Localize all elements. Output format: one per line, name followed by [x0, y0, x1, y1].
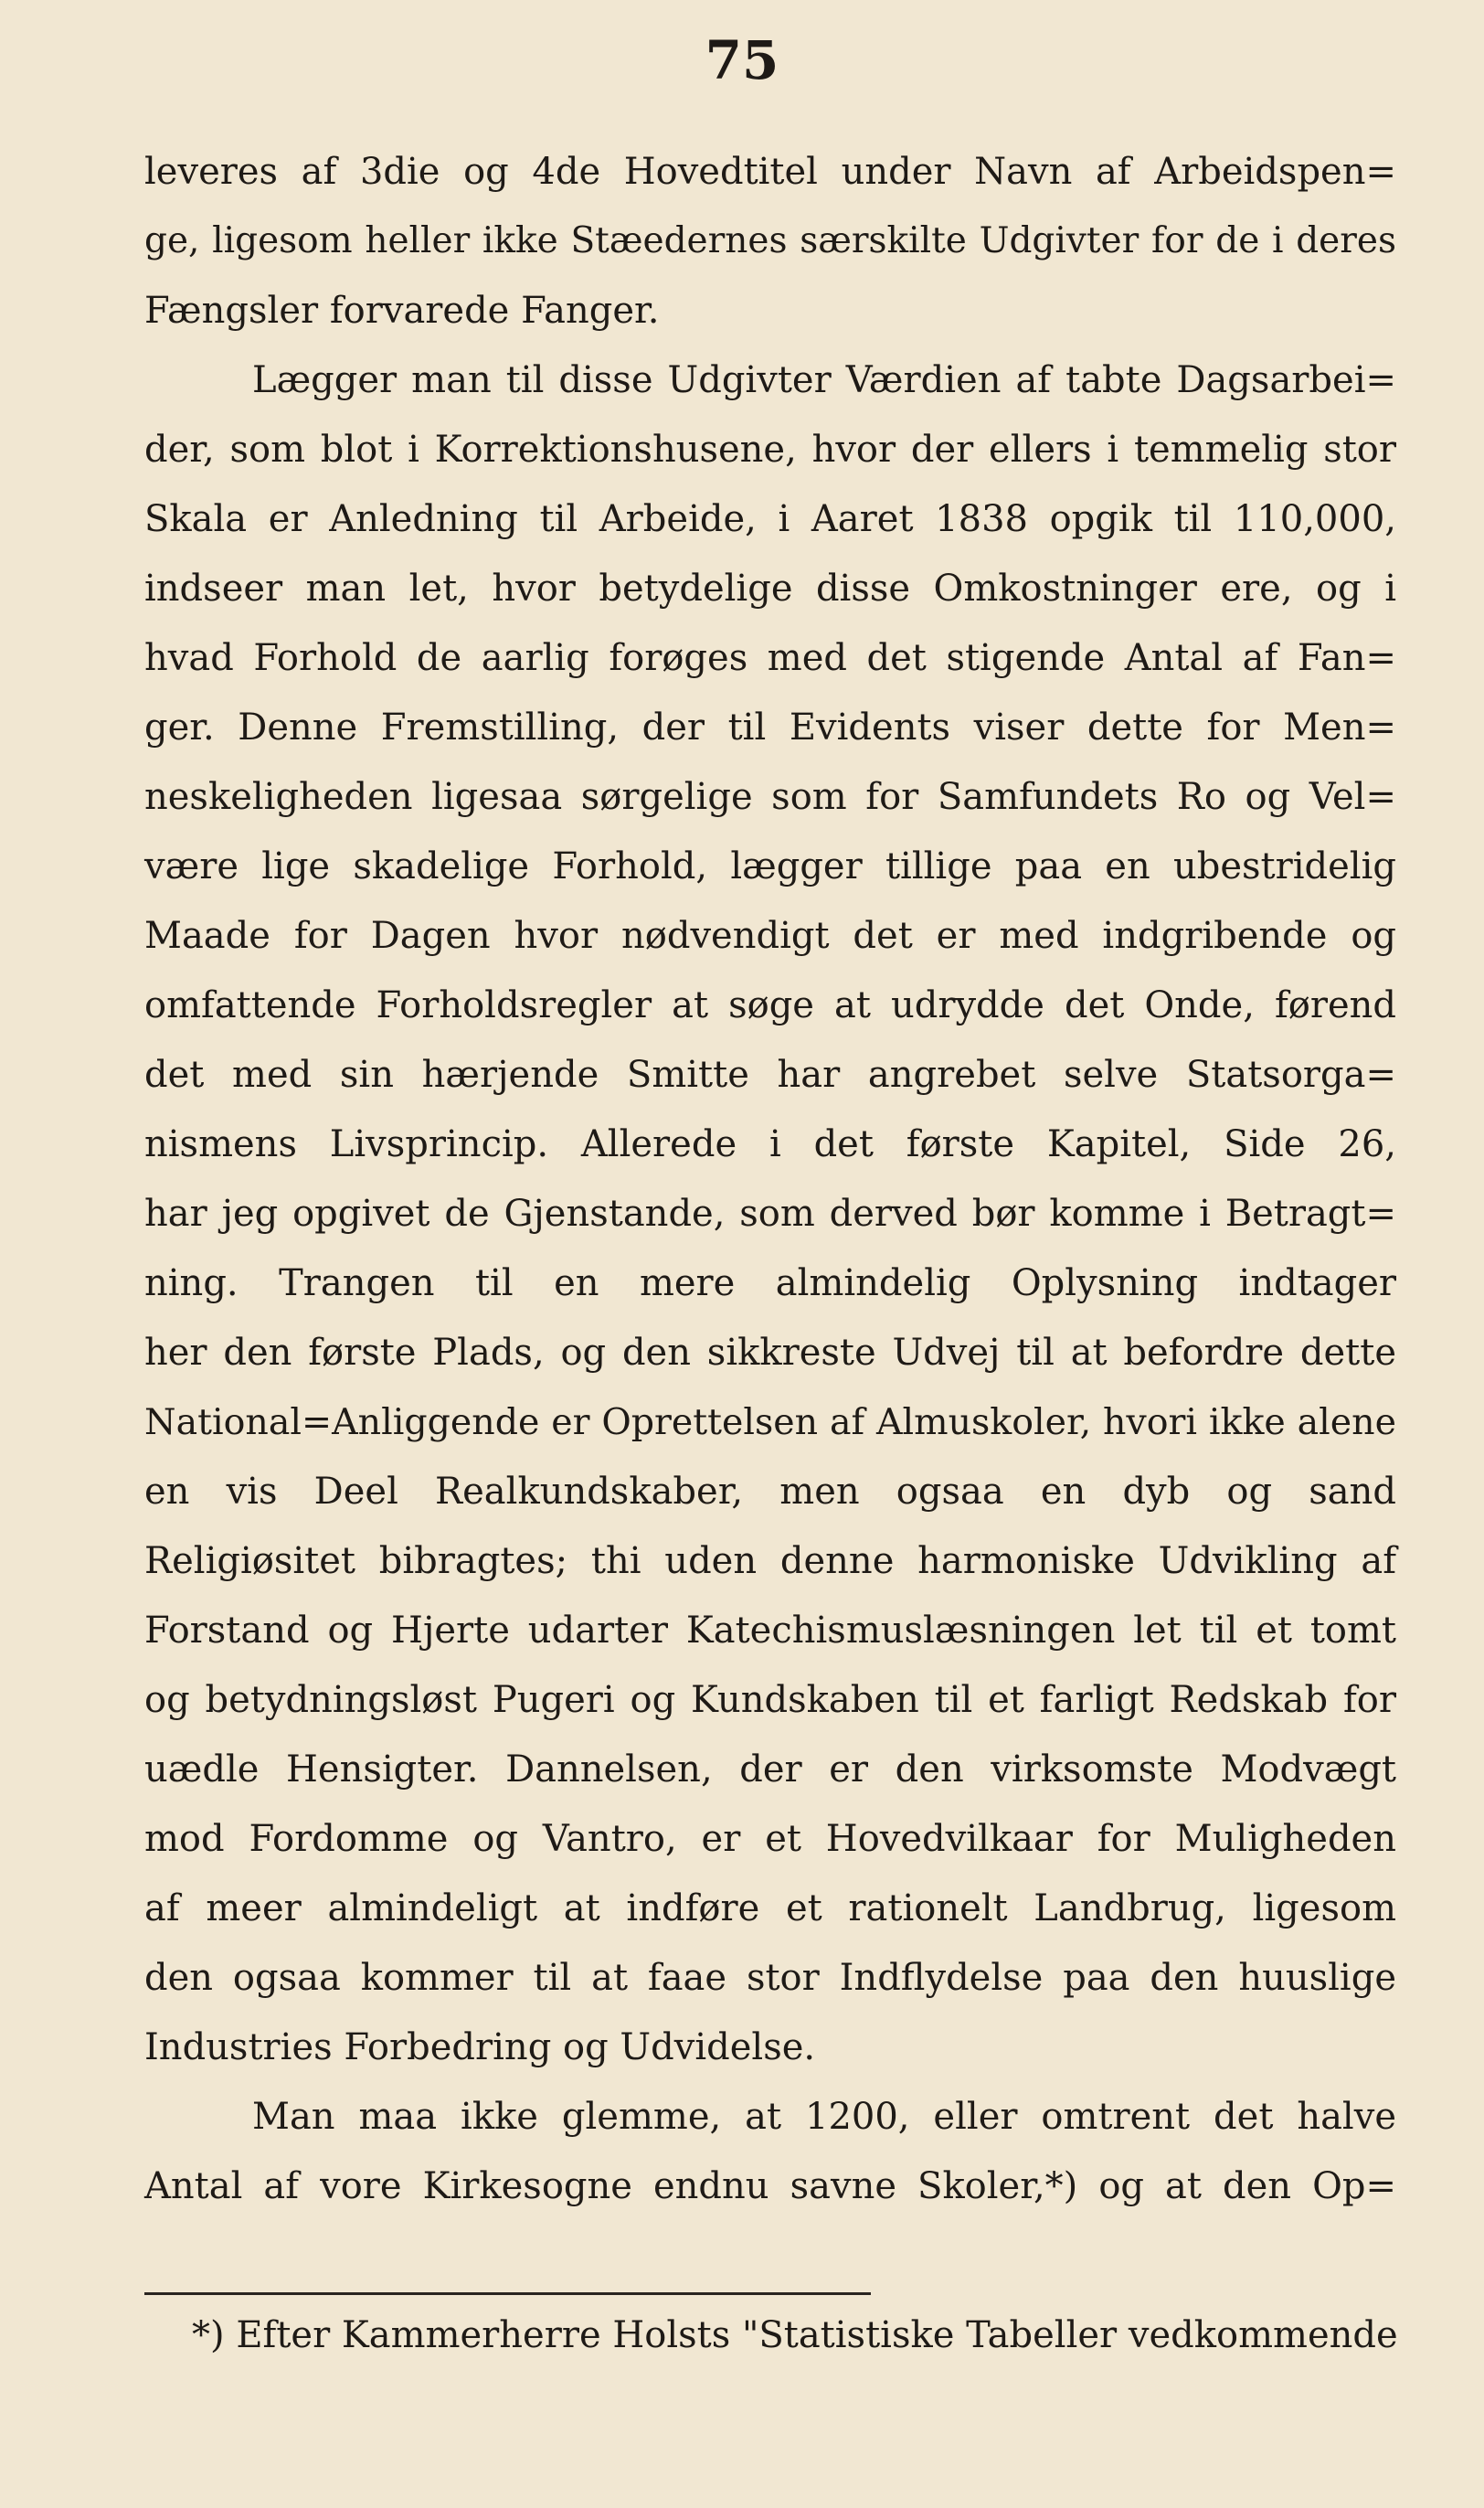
text-line: ger. Denne Fremstilling, der til Evidents viser dette for Men= — [144, 707, 1396, 749]
text-line: leveres af 3die og 4de Hovedtitel under Navn af Arbeidspen= — [144, 151, 1396, 193]
body-text — [144, 137, 1396, 2221]
text-line: National=Anliggende er Oprettelsen af Almuskoler, hvori ikke alene — [144, 1401, 1396, 1443]
text-line: Skala er Anledning til Arbeide, i Aaret 1838 opgik til 110,000, — [144, 498, 1396, 540]
footnote: *) Efter Kammerherre Holsts "Statistiske Tabeller vedkommende — [192, 2314, 1398, 2356]
footnote-rule — [144, 2292, 871, 2295]
text-line: nismens Livsprincip. Allerede i det første Kapitel, Side 26, — [144, 1123, 1396, 1165]
text-line: og betydningsløst Pugeri og Kundskaben til et farligt Redskab for — [144, 1679, 1396, 1721]
text-line: hvad Forhold de aarlig forøges med det stigende Antal af Fan= — [144, 637, 1396, 679]
text-line: Man maa ikke glemme, at 1200, eller omtrent det halve — [252, 2096, 1396, 2138]
text-line: Forstand og Hjerte udarter Katechismuslæsningen let til et tomt — [144, 1610, 1396, 1652]
text-line: en vis Deel Realkundskaber, men ogsaa en dyb og sand — [144, 1471, 1396, 1513]
text-line: den ogsaa kommer til at faae stor Indflydelse paa den huuslige — [144, 1957, 1396, 1999]
text-line: Maade for Dagen hvor nødvendigt det er med indgribende og — [144, 915, 1396, 957]
text-line: indseer man let, hvor betydelige disse Omkostninger ere, og i — [144, 568, 1396, 610]
text-line: Lægger man til disse Udgivter Værdien af tabte Dagsarbei= — [252, 359, 1396, 401]
text-line: Religiøsitet bibragtes; thi uden denne harmoniske Udvikling af — [144, 1540, 1396, 1582]
text-line: ge, ligesom heller ikke Stæedernes særskilte Udgivter for de i deres — [144, 220, 1396, 261]
text-line: Antal af vore Kirkesogne endnu savne Skoler,*) og at den Op= — [144, 2165, 1396, 2207]
text-line: ning. Trangen til en mere almindelig Oplysning indtager — [144, 1262, 1396, 1304]
text-line: har jeg opgivet de Gjenstande, som derved bør komme i Betragt= — [144, 1193, 1396, 1235]
text-line: af meer almindeligt at indføre et rationelt Landbrug, ligesom — [144, 1887, 1396, 1929]
page-number: 75 — [705, 29, 779, 91]
text-line: mod Fordomme og Vantro, er et Hovedvilkaar for Muligheden — [144, 1818, 1396, 1860]
text-line: det med sin hærjende Smitte har angrebet selve Statsorga= — [144, 1054, 1396, 1096]
text-line: neskeligheden ligesaa sørgelige som for Samfundets Ro og Vel= — [144, 776, 1396, 818]
text-line: være lige skadelige Forhold, lægger tillige paa en ubestridelig — [144, 845, 1396, 887]
text-line: uædle Hensigter. Dannelsen, der er den virksomste Modvægt — [144, 1748, 1396, 1791]
text-line: omfattende Forholdsregler at søge at udrydde det Onde, førend — [144, 984, 1396, 1026]
text-line: Industries Forbedring og Udvidelse. — [144, 2026, 816, 2068]
text-line: der, som blot i Korrektionshusene, hvor der ellers i temmelig stor — [144, 429, 1396, 471]
text-line: her den første Plads, og den sikkreste Udvej til at befordre dette — [144, 1332, 1396, 1374]
text-line: Fængsler forvarede Fanger. — [144, 290, 660, 332]
